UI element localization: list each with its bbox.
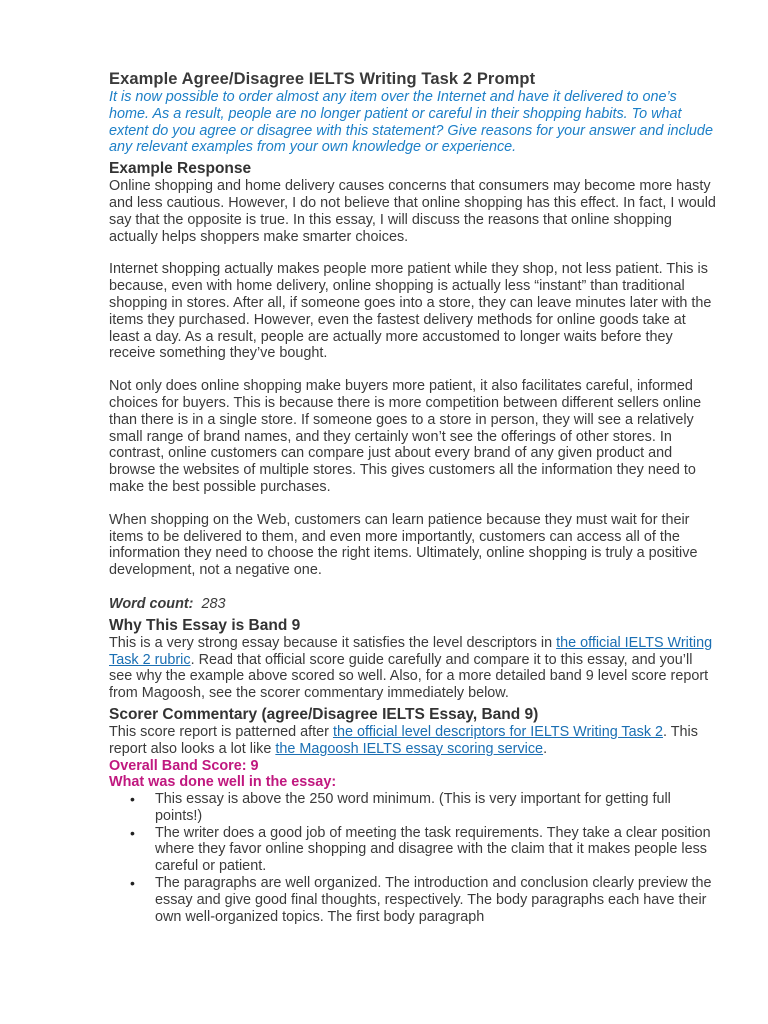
overall-band-score: Overall Band Score: 9 [109,757,259,774]
band-text-before: This is a very strong essay because it satisfies the level descriptors in [109,634,557,651]
prompt-text: It is now possible to order almost any item over the Internet and have it delivered to one’s home. As a result, people are no longer patient or careful in their shopping habits. To what extent do you agree or disagree with this statement? Give reasons for your answer and include any relevant examples from your own knowledge or experience. [109,89,713,156]
list-item: • The writer does a good job of meeting the task requirements. They take a clear position where they favor online shopping and disagree with the claim that it makes people less careful or patient. [109,825,718,875]
band-text-after: . Read that official score guide carefully and compare it to this essay, and you’ll see why the example above scored so well. Also, for a more detailed band 9 level score report from Magoosh, see the scorer commentary immediately below. [109,651,709,702]
level-descriptors-link[interactable]: the official level descriptors for IELTS Writing Task 2 [332,723,664,740]
commentary-heading: Scorer Commentary (agree/Disagree IELTS Essay, Band 9) [109,705,539,723]
list-item: • The paragraphs are well organized. The introduction and conclusion clearly preview the essay and give good final thoughts, respectively. The body paragraphs each have their own well-organized topics. The first body paragraph [109,875,718,925]
band-heading: Why This Essay is Band 9 [109,616,301,634]
commentary-text-3: . [543,740,548,757]
response-paragraph-4: When shopping on the Web, customers can learn patience because they must wait for their items to be delivered to them, and even more importantly, customers can access all of the information they need to choose the right items. Ultimately, online shopping is truly a positive development, not a negative one. [109,511,698,579]
word-count-value: 283 [201,595,226,612]
band-paragraph [109,635,718,702]
commentary-text-2: . This report also looks a lot like [109,723,698,757]
response-paragraph-3: Not only does online shopping make buyers more patient, it also facilitates careful, informed choices for buyers. This is because there is more competition between different sellers online than there is in a single store. If someone goes to a store in person, they will see a relatively small range of brand names, and they certainly won’t see the offerings of other stores. In contrast, online customers can compare just about every brand of any given product and browse the websites of multiple stores. This gives customers all the information they need to make the best possible purchases. [109,378,702,495]
done-well-heading: What was done well in the essay: [109,774,337,791]
word-count [109,596,718,613]
response-heading: Example Response [109,160,252,178]
word-count-label: Word count: [109,595,194,612]
rubric-link[interactable]: the official IELTS Writing Task 2 rubric [109,634,713,668]
response-paragraph-2: Internet shopping actually makes people more patient while they shop, not less patient. This is because, even with home delivery, online shopping is actually less “instant” than traditional shopping in stores. After all, if someone goes into a store, they can leave minutes later with the items they purchased. However, even the fastest delivery methods for online goods take at least a day. As a result, people are actually more accustomed to longer waits before they receive something they’ve bought. [109,261,712,362]
commentary-paragraph [109,724,718,758]
task-title: Example Agree/Disagree IELTS Writing Task 2 Prompt [109,70,536,88]
response-paragraph-1: Online shopping and home delivery causes concerns that consumers may become more hasty and less cautious. However, I do not believe that online shopping has this effect. In fact, I would say that the opposite is true. In this essay, I will discuss the reasons that online shopping actually helps shoppers make smarter choices. [109,178,716,245]
done-well-list [109,791,718,925]
list-item: • This essay is above the 250 word minimum. (This is very important for getting full points!) [109,791,718,825]
commentary-text-1: This score report is patterned after [109,723,333,740]
scoring-service-link[interactable]: the Magoosh IELTS essay scoring service [275,740,544,757]
